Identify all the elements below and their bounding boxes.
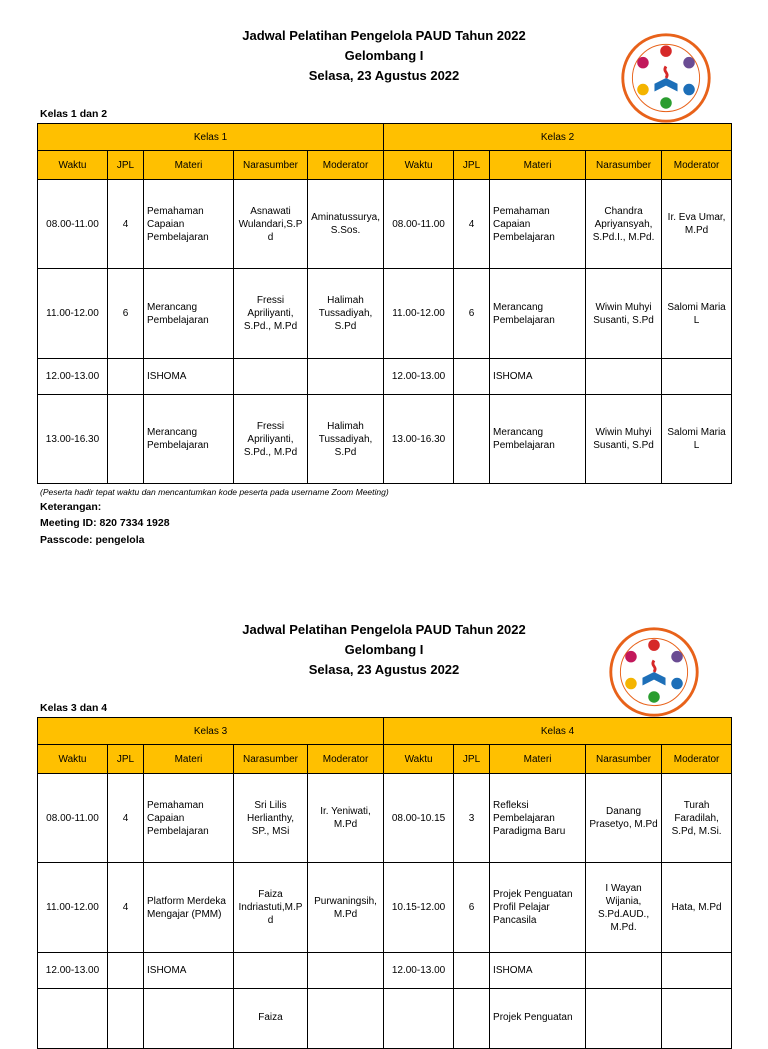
page-date: Selasa, 23 Agustus 2022 (308, 662, 460, 677)
cell-narasumber: Sri Lilis Herlianthy, SP., MSi (234, 774, 308, 863)
cell-moderator: Ir. Yeniwati, M.Pd (308, 774, 384, 863)
cell-narasumber: Fressi Apriliyanti, S.Pd., M.Pd (234, 269, 308, 359)
cell-narasumber: Faiza (234, 989, 308, 1049)
cell-materi: Pemahaman Capaian Pembelajaran (144, 774, 234, 863)
cell-waktu: 08.00-11.00 (38, 774, 108, 863)
column-header: Narasumber (234, 151, 308, 180)
cell-moderator (308, 989, 384, 1049)
column-header: Waktu (38, 745, 108, 774)
cell-moderator: Purwaningsih, M.Pd (308, 863, 384, 953)
cell-jpl (108, 989, 144, 1049)
page-subtitle: Gelombang I (344, 642, 424, 657)
cell-moderator: Salomi Maria L (662, 269, 732, 359)
class-header: Kelas 3 (38, 718, 384, 745)
cell-jpl: 4 (108, 774, 144, 863)
cell-materi: ISHOMA (490, 953, 586, 989)
cell-waktu: 11.00-12.00 (384, 269, 454, 359)
column-header: Narasumber (586, 745, 662, 774)
cell-jpl (454, 989, 490, 1049)
cell-narasumber: I Wayan Wijania, S.Pd.AUD., M.Pd. (586, 863, 662, 953)
cell-narasumber: Wiwin Muhyi Susanti, S.Pd (586, 395, 662, 484)
cell-narasumber (586, 953, 662, 989)
cell-waktu: 13.00-16.30 (384, 395, 454, 484)
cell-narasumber: Faiza Indriastuti,M.Pd (234, 863, 308, 953)
section-label: Kelas 1 dan 2 (40, 108, 108, 120)
cell-waktu: 08.00-10.15 (384, 774, 454, 863)
cell-waktu: 12.00-13.00 (384, 359, 454, 395)
cell-moderator (662, 989, 732, 1049)
cell-jpl: 4 (454, 180, 490, 269)
cell-jpl: 6 (454, 269, 490, 359)
forum-logo-icon (606, 624, 702, 720)
cell-waktu: 11.00-12.00 (38, 863, 108, 953)
schedule-table (37, 717, 732, 1049)
cell-moderator: Halimah Tussadiyah, S.Pd (308, 395, 384, 484)
column-header: JPL (454, 745, 490, 774)
column-header: Moderator (662, 745, 732, 774)
keterangan-label: Keterangan: (40, 501, 102, 513)
cell-jpl: 4 (108, 863, 144, 953)
column-header: Materi (144, 745, 234, 774)
cell-moderator (662, 953, 732, 989)
column-header: Moderator (308, 151, 384, 180)
cell-materi: Projek Penguatan Profil Pelajar Pancasila (490, 863, 586, 953)
column-header: Materi (490, 151, 586, 180)
column-header: Materi (144, 151, 234, 180)
cell-waktu: 08.00-11.00 (384, 180, 454, 269)
cell-materi: ISHOMA (144, 953, 234, 989)
cell-materi: Merancang Pembelajaran (144, 269, 234, 359)
cell-narasumber: Chandra Apriyansyah, S.Pd.I., M.Pd. (586, 180, 662, 269)
table-row (38, 774, 732, 863)
cell-narasumber: Fressi Apriliyanti, S.Pd., M.Pd (234, 395, 308, 484)
table-row (38, 989, 732, 1049)
cell-jpl: 3 (454, 774, 490, 863)
column-header: JPL (108, 151, 144, 180)
column-header: Moderator (662, 151, 732, 180)
column-header: Waktu (384, 745, 454, 774)
cell-narasumber: Danang Prasetyo, M.Pd (586, 774, 662, 863)
cell-waktu: 08.00-11.00 (38, 180, 108, 269)
column-header: Narasumber (234, 745, 308, 774)
cell-materi: Merancang Pembelajaran (144, 395, 234, 484)
cell-waktu: 11.00-12.00 (38, 269, 108, 359)
cell-materi: Merancang Pembelajaran (490, 269, 586, 359)
cell-jpl (108, 953, 144, 989)
cell-moderator: Hata, M.Pd (662, 863, 732, 953)
column-header: JPL (108, 745, 144, 774)
cell-jpl (454, 953, 490, 989)
cell-jpl: 6 (454, 863, 490, 953)
column-header: Waktu (38, 151, 108, 180)
cell-waktu: 12.00-13.00 (38, 953, 108, 989)
cell-moderator (308, 953, 384, 989)
column-header: Narasumber (586, 151, 662, 180)
page-title: Jadwal Pelatihan Pengelola PAUD Tahun 2022 (242, 622, 526, 637)
cell-materi: Merancang Pembelajaran (490, 395, 586, 484)
page-title: Jadwal Pelatihan Pengelola PAUD Tahun 2022 (242, 28, 526, 43)
cell-materi: Platform Merdeka Mengajar (PMM) (144, 863, 234, 953)
cell-materi: ISHOMA (144, 359, 234, 395)
cell-waktu (384, 989, 454, 1049)
attendance-note: (Peserta hadir tepat waktu dan mencantumkan kode peserta pada username Zoom Meeting) (40, 487, 389, 497)
cell-materi: Pemahaman Capaian Pembelajaran (144, 180, 234, 269)
passcode: Passcode: pengelola (40, 534, 145, 546)
cell-narasumber (234, 953, 308, 989)
column-header: Moderator (308, 745, 384, 774)
table-row (38, 953, 732, 989)
cell-materi: Refleksi Pembelajaran Paradigma Baru (490, 774, 586, 863)
cell-materi (144, 989, 234, 1049)
cell-materi: ISHOMA (490, 359, 586, 395)
cell-narasumber (586, 989, 662, 1049)
section-label: Kelas 3 dan 4 (40, 702, 108, 714)
cell-moderator: Turah Faradilah, S.Pd, M.Si. (662, 774, 732, 863)
cell-waktu (38, 989, 108, 1049)
cell-moderator: Ir. Eva Umar, M.Pd (662, 180, 732, 269)
class-header: Kelas 4 (384, 718, 732, 745)
cell-waktu: 12.00-13.00 (38, 359, 108, 395)
page-date: Selasa, 23 Agustus 2022 (308, 68, 460, 83)
cell-jpl: 4 (108, 180, 144, 269)
cell-narasumber: Asnawati Wulandari,S.Pd (234, 180, 308, 269)
cell-narasumber: Wiwin Muhyi Susanti, S.Pd (586, 269, 662, 359)
meeting-id: Meeting ID: 820 7334 1928 (40, 517, 170, 529)
column-header: JPL (454, 151, 490, 180)
page-subtitle: Gelombang I (344, 48, 424, 63)
cell-waktu: 12.00-13.00 (384, 953, 454, 989)
class-header: Kelas 2 (384, 124, 732, 151)
cell-materi: Projek Penguatan (490, 989, 586, 1049)
cell-waktu: 13.00-16.30 (38, 395, 108, 484)
cell-moderator: Halimah Tussadiyah, S.Pd (308, 269, 384, 359)
class-header: Kelas 1 (38, 124, 384, 151)
cell-waktu: 10.15-12.00 (384, 863, 454, 953)
column-header: Materi (490, 745, 586, 774)
cell-moderator: Aminatussurya, S.Sos. (308, 180, 384, 269)
cell-moderator: Salomi Maria L (662, 395, 732, 484)
column-header: Waktu (384, 151, 454, 180)
cell-jpl: 6 (108, 269, 144, 359)
cell-materi: Pemahaman Capaian Pembelajaran (490, 180, 586, 269)
table-row (38, 863, 732, 953)
